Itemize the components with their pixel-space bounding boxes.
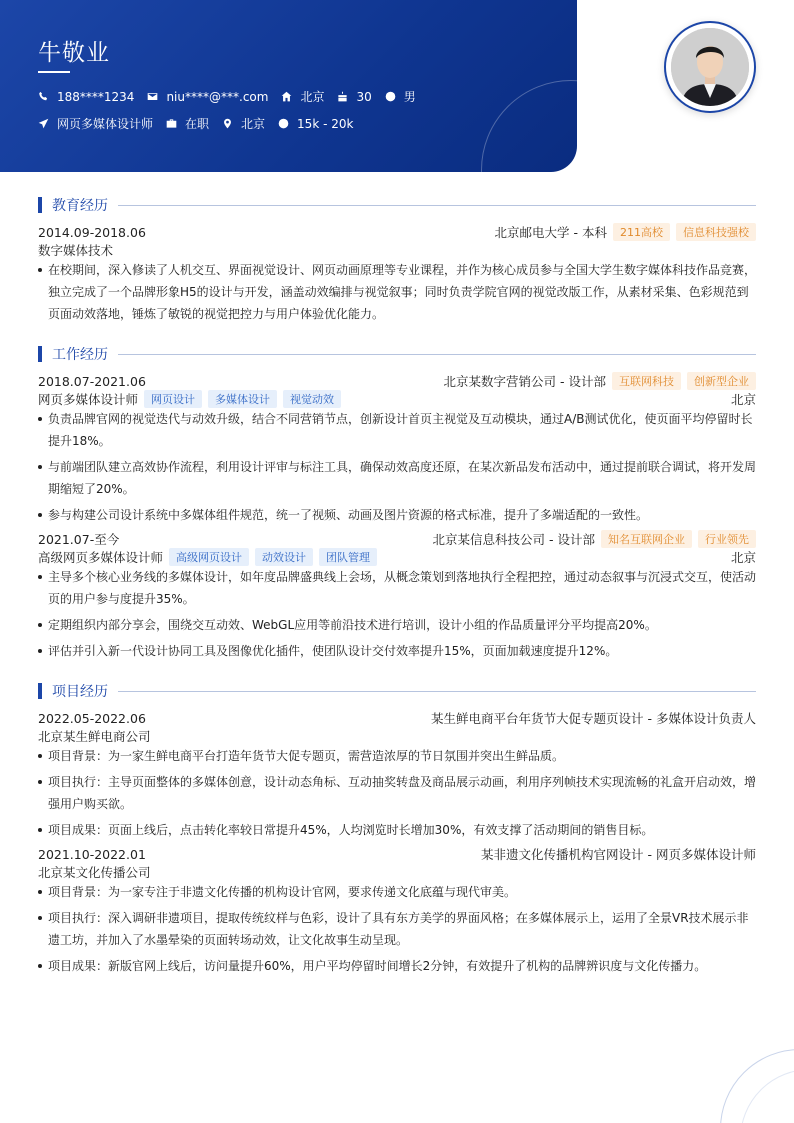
target-job-item — [38, 115, 153, 132]
age-text: 30 — [356, 89, 372, 104]
location-pin-icon — [222, 118, 233, 129]
list-item: 参与构建公司设计系统中多媒体组件规范，统一了视频、动画及图片资源的格式标准，提升了多端适配的一致性。 — [38, 504, 756, 526]
section-accent-bar — [38, 683, 42, 699]
target-city-item — [222, 115, 265, 132]
work-title-row — [38, 548, 756, 566]
phone-text: 188****1234 — [57, 89, 135, 104]
age-item — [337, 90, 371, 104]
education-header-row — [38, 223, 756, 241]
section-accent-bar — [38, 346, 42, 362]
contact-row — [38, 88, 429, 105]
project-bullets — [38, 745, 756, 845]
list-item: 主导多个核心业务线的多媒体设计，如年度品牌盛典线上会场，从概念策划到落地执行全程把控，通过动态叙事与沉浸式交互，使活动页的用户参与度提升35%。 — [38, 566, 756, 610]
project-company: 北京某生鲜电商公司 — [38, 729, 151, 744]
project-company-row — [38, 863, 756, 881]
skill-tag: 视觉动效 — [283, 390, 341, 408]
project-bullets — [38, 881, 756, 981]
avatar-frame — [664, 21, 756, 113]
work-bullets — [38, 408, 756, 530]
gender-icon — [385, 91, 396, 102]
avatar-photo — [671, 28, 749, 106]
projects-section-title — [38, 682, 756, 700]
work-city: 北京 — [730, 550, 756, 565]
school-tag: 信息科技强校 — [676, 223, 756, 241]
avatar — [671, 28, 749, 106]
cake-icon — [337, 91, 348, 102]
list-item: 项目执行：深入调研非遗项目，提取传统纹样与色彩，设计了具有东方美学的界面风格；在多媒体展示上，运用了全景VR技术展示非遗工坊，并加入了水墨晕染的页面转场动效，让文化故事生动呈现。 — [38, 907, 756, 951]
skill-tag: 高级网页设计 — [169, 548, 249, 566]
work-company: 北京某信息科技公司 - 设计部 — [432, 532, 595, 547]
briefcase-icon — [166, 118, 177, 129]
phone-item — [38, 90, 134, 104]
work-header-row — [38, 530, 756, 548]
company-tag: 创新型企业 — [687, 372, 756, 390]
work-period: 2018.07-2021.06 — [38, 373, 146, 389]
gender-text: 男 — [403, 90, 416, 104]
section-accent-bar — [38, 197, 42, 213]
work-period: 2021.07-至今 — [38, 532, 120, 547]
list-item: 负责品牌官网的视觉迭代与动效升级，结合不同营销节点，创新设计首页主视觉及互动模块，通过A/B测试优化，使页面平均停留时长提升18%。 — [38, 408, 756, 452]
work-title: 高级网页多媒体设计师 — [38, 550, 164, 565]
header-banner — [0, 0, 577, 172]
work-city: 北京 — [730, 392, 756, 407]
education-period: 2014.09-2018.06 — [38, 224, 146, 240]
project-name-role: 某生鲜电商平台年货节大促专题页设计 - 多媒体设计负责人 — [431, 711, 756, 726]
company-tag: 行业领先 — [698, 530, 756, 548]
list-item: 与前端团队建立高效协作流程，利用设计评审与标注工具，确保动效高度还原，在某次新品发布活动中，通过提前联合调试，将开发周期缩短了20%。 — [38, 456, 756, 500]
education-major: 数字媒体技术 — [38, 243, 114, 258]
name-underline — [38, 71, 70, 73]
salary-item — [278, 117, 353, 131]
project-header-row — [38, 845, 756, 863]
list-item: 评估并引入新一代设计协同工具及图像优化插件，使团队设计交付效率提升15%，页面加载速度提升12%。 — [38, 640, 756, 662]
email-text: niu****@***.com — [166, 89, 269, 104]
section-divider — [118, 691, 756, 692]
section-divider — [118, 205, 756, 206]
education-major-row — [38, 241, 756, 259]
target-job-text: 网页多媒体设计师 — [57, 117, 154, 131]
project-name-role: 某非遗文化传播机构官网设计 - 网页多媒体设计师 — [481, 847, 756, 862]
section-title-text: 工作经历 — [52, 347, 108, 363]
list-item: 项目执行：主导页面整体的多媒体创意，设计动态角标、互动抽奖转盘及商品展示动画，利用序列帧技术实现流畅的礼盒开启动效，增强用户购买欲。 — [38, 771, 756, 815]
project-period: 2022.05-2022.06 — [38, 710, 146, 726]
candidate-name: 牛敬业 — [38, 40, 110, 66]
list-item: 项目成果：页面上线后，点击转化率较日常提升45%，人均浏览时长增加30%，有效支撑了活动期间的销售目标。 — [38, 819, 756, 841]
work-title: 网页多媒体设计师 — [38, 392, 139, 407]
work-header-row — [38, 372, 756, 390]
list-item: 项目成果：新版官网上线后，访问量提升60%，用户平均停留时间增长2分钟，有效提升了机构的品牌辨识度与文化传播力。 — [38, 955, 756, 977]
salary-text: 15k - 20k — [297, 116, 354, 131]
decorative-circle — [481, 80, 577, 172]
project-period: 2021.10-2022.01 — [38, 846, 146, 862]
mail-icon — [147, 91, 158, 102]
section-divider — [118, 354, 756, 355]
skill-tag: 网页设计 — [144, 390, 202, 408]
email-item — [147, 90, 268, 104]
skill-tag: 动效设计 — [255, 548, 313, 566]
section-title-text: 教育经历 — [52, 198, 108, 214]
education-bullets — [38, 259, 756, 329]
money-icon — [278, 118, 289, 129]
hometown-item — [281, 88, 324, 105]
list-item: 项目背景：为一家专注于非遗文化传播的机构设计官网，要求传递文化底蕴与现代审美。 — [38, 881, 756, 903]
work-bullets — [38, 566, 756, 666]
work-title-row — [38, 390, 756, 408]
skill-tag: 团队管理 — [319, 548, 377, 566]
education-school: 北京邮电大学 - 本科 — [494, 225, 607, 240]
work-section-title — [38, 345, 756, 363]
gender-item — [385, 88, 416, 105]
company-tag: 互联网科技 — [612, 372, 681, 390]
home-icon — [281, 91, 292, 102]
project-company: 北京某文化传播公司 — [38, 865, 151, 880]
target-city-text: 北京 — [241, 117, 266, 131]
list-item: 定期组织内部分享会，围绕交互动效、WebGL应用等前沿技术进行培训，设计小组的作品质量评分平均提高20%。 — [38, 614, 756, 636]
project-company-row — [38, 727, 756, 745]
section-title-text: 项目经历 — [52, 684, 108, 700]
list-item: 项目背景：为一家生鲜电商平台打造年货节大促专题页，需营造浓厚的节日氛围并突出生鲜品质。 — [38, 745, 756, 767]
status-item — [166, 115, 209, 132]
school-tag: 211高校 — [613, 223, 670, 241]
education-section-title — [38, 196, 756, 214]
job-intent-row — [38, 115, 366, 132]
list-item: 在校期间，深入修读了人机交互、界面视觉设计、网页动画原理等专业课程，并作为核心成员参与全国大学生数字媒体科技作品竞赛，独立完成了一个品牌形象H5的设计与开发，涵盖动效编排与视觉叙事；同时负责学院官网的视觉改版工作，从素材采集、色彩规范到页面动效落地，锤炼了敏锐的视觉把控力与用户体验优化能力。 — [38, 259, 756, 325]
company-tag: 知名互联网企业 — [601, 530, 692, 548]
skill-tag: 多媒体设计 — [208, 390, 277, 408]
hometown-text: 北京 — [300, 90, 325, 104]
project-header-row — [38, 709, 756, 727]
status-text: 在职 — [185, 117, 210, 131]
send-icon — [38, 118, 49, 129]
phone-icon — [38, 91, 49, 102]
work-company: 北京某数字营销公司 - 设计部 — [443, 374, 606, 389]
